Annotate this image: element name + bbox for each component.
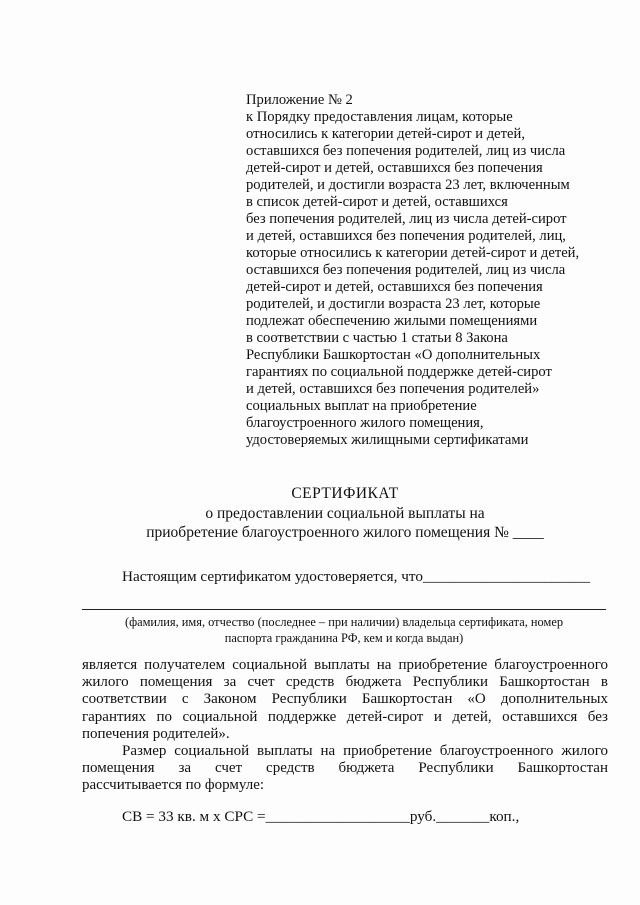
paragraph-line: жилого помещения за счет средств бюджета Республики Башкортостан в <box>82 674 608 691</box>
appendix-line: Республики Башкортостан «О дополнительных <box>246 347 541 363</box>
appendix-line: детей-сирот и детей, оставшихся без попечения <box>246 279 543 295</box>
payment-formula: СВ = 33 кв. м х СРС =___________________руб._______коп., <box>122 808 520 825</box>
appendix-line: которые относились к категории детей-сирот и детей, <box>246 245 580 261</box>
certificate-subtitle-line-1: о предоставлении социальной выплаты на <box>205 505 485 522</box>
appendix-header <box>246 92 616 449</box>
certificate-title-block <box>70 484 620 542</box>
paragraph-line: соответствии с Законом Республики Башкортостан «О дополнительных <box>82 691 608 708</box>
appendix-line: удостоверяемых жилищными сертификатами <box>246 432 529 448</box>
paragraph-line: помещения за счет средств бюджета Республики Башкортостан <box>82 760 608 777</box>
paragraph-line: рассчитывается по формуле: <box>82 777 265 794</box>
paragraph-line: является получателем социальной выплаты на приобретение благоустроенного <box>82 657 608 673</box>
payment-size-paragraph <box>82 743 608 795</box>
paragraph-line: попечения родителей». <box>82 725 230 742</box>
appendix-line: родителей, и достигли возраста 23 лет, которые <box>246 296 541 312</box>
appendix-line: в список детей-сирот и детей, оставшихся <box>246 194 508 210</box>
appendix-line: без попечения родителей, лиц из числа детей-сирот <box>246 211 567 227</box>
appendix-line: в соответствии с частью 1 статьи 8 Закона <box>246 330 508 346</box>
appendix-line: социальных выплат на приобретение <box>246 398 477 414</box>
appendix-line: к Порядку предоставления лицам, которые <box>246 109 513 125</box>
caption-line-2: паспорта гражданина РФ, кем и когда выдан) <box>224 631 464 645</box>
appendix-line: детей-сирот и детей, оставшихся без попечения <box>246 160 543 176</box>
appendix-line: Приложение № 2 <box>246 92 353 108</box>
caption-line-1: (фамилия, имя, отчество (последнее – при наличии) владельца сертификата, номер <box>124 615 564 629</box>
appendix-line: оставшихся без попечения родителей, лиц из числа <box>246 262 566 278</box>
certify-statement: Настоящим сертификатом удостоверяется, что______________________ <box>122 568 590 585</box>
appendix-line: оставшихся без попечения родителей, лиц из числа <box>246 143 566 159</box>
certificate-subtitle-line-2: приобретение благоустроенного жилого помещения № ____ <box>146 524 544 541</box>
holder-name-line <box>82 609 606 610</box>
paragraph-line: Размер социальной выплаты на приобретение благоустроенного жилого <box>122 743 608 759</box>
appendix-line: благоустроенного жилого помещения, <box>246 415 484 431</box>
appendix-line: гарантиях по социальной поддержке детей-сирот <box>246 364 552 380</box>
appendix-line: подлежат обеспечению жилыми помещениями <box>246 313 538 329</box>
holder-name-caption <box>82 614 606 646</box>
appendix-line: и детей, оставшихся без попечения родителей» <box>246 381 540 397</box>
appendix-line: и детей, оставшихся без попечения родителей, лиц, <box>246 228 566 244</box>
paragraph-line: гарантиях по социальной поддержке детей-сирот и детей, оставшихся без <box>82 708 608 725</box>
recipient-paragraph <box>82 657 608 743</box>
certificate-heading: СЕРТИФИКАТ <box>291 485 399 502</box>
appendix-line: родителей, и достигли возраста 23 лет, включенным <box>246 177 570 193</box>
appendix-line: относились к категории детей-сирот и детей, <box>246 126 525 142</box>
